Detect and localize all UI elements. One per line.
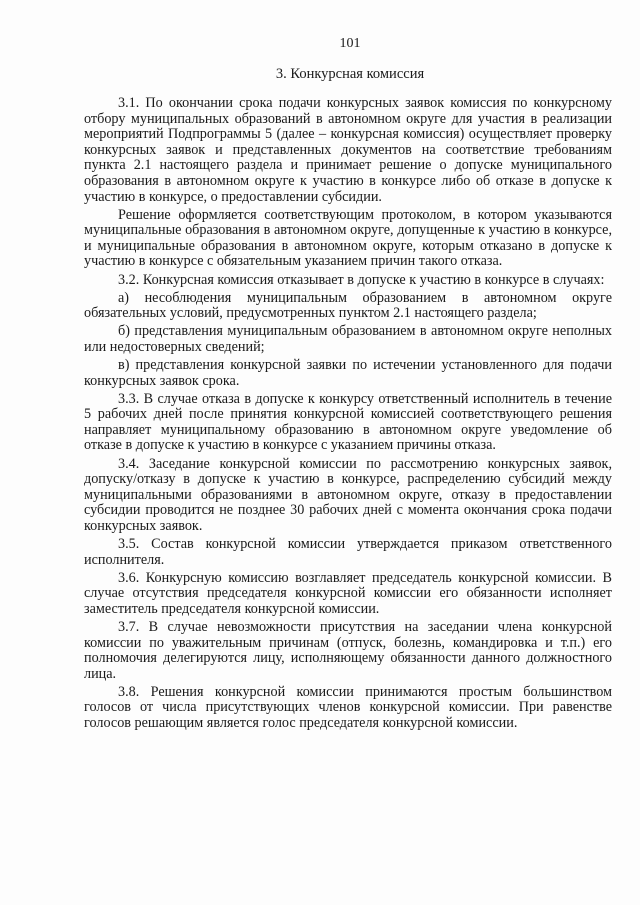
paragraph-3-2-b: б) представления муниципальным образованием в автономном округе неполных или недостоверных сведений; (84, 323, 612, 355)
page-number: 101 (339, 36, 361, 51)
paragraph-3-8: 3.8. Решения конкурсной комиссии принимаются простым большинством голосов от числа присутствующих членов конкурсной комиссии. При равенстве голосов решающим является голос председателя конкурсной комиссии. (84, 683, 612, 732)
section-heading: 3. Конкурсная комиссия (275, 66, 425, 82)
paragraph-3-6: 3.6. Конкурсную комиссию возглавляет председатель конкурсной комиссии. В случае отсутствия председателя конкурсной комиссии его обязанности исполняет заместитель председателя конкурсной комиссии. (84, 569, 612, 617)
paragraph-3-7: 3.7. В случае невозможности присутствия на заседании члена конкурсной комиссии по уважительным причинам (отпуск, болезнь, командировка и т.п.) его полномочия делегируются лицу, исполняющему обязанности данного должностного лица. (84, 619, 612, 682)
paragraph-3-3: 3.3. В случае отказа в допуске к конкурсу ответственный исполнитель в течение 5 рабочих дней после принятия конкурсной комиссией соответствующего решения направляет муниципальному образованию в автономном округе уведомление об отказе в допуске к участию в конкурсе с указанием причины отказа. (84, 390, 612, 454)
paragraph-3-2: 3.2. Конкурсная комиссия отказывает в допуске к участию в конкурсе в случаях: (118, 271, 605, 288)
paragraph-3-2-a: а) несоблюдения муниципальным образованием в автономном округе обязательных условий, предусмотренных пунктом 2.1 настоящего раздела; (84, 289, 612, 322)
paragraph-3-5: 3.5. Состав конкурсной комиссии утверждается приказом ответственного исполнителя. (84, 536, 612, 568)
section-body (84, 96, 612, 734)
paragraph-decision: Решение оформляется соответствующим протоколом, в котором указываются муниципальные образования в автономном округе, допущенные к участию в конкурсе, и муниципальные образования в автономном округе, которым отказано в допуске к участию в конкурсе с обязательным указанием причин такого отказа. (84, 206, 612, 270)
paragraph-3-2-v: в) представления конкурсной заявки по истечении установленного для подачи конкурсных заявок срока. (84, 357, 612, 389)
paragraph-3-1: 3.1. По окончании срока подачи конкурсных заявок комиссия по конкурсному отбору муниципальных образований в автономном округе для участия в реализации мероприятий Подпрограммы 5 (далее – конкурсная комиссия) осуществляет проверку конкурсных заявок и представленных документов на соответствие требованиям пункта 2.1 настоящего раздела и принимает решение о допуске муниципального образования в автономном округе к участию в конкурсе либо об отказе в допуске к участию в конкурсе, о предоставлении субсидии. (84, 95, 612, 205)
paragraph-3-4: 3.4. Заседание конкурсной комиссии по рассмотрению конкурсных заявок, допуску/отказу в допуске к участию в конкурсе, распределению субсидий между муниципальными образованиями в автономном округе, отказу в предоставлении субсидии проводится не позднее 30 рабочих дней с момента окончания срока подачи конкурсных заявок. (84, 455, 612, 534)
